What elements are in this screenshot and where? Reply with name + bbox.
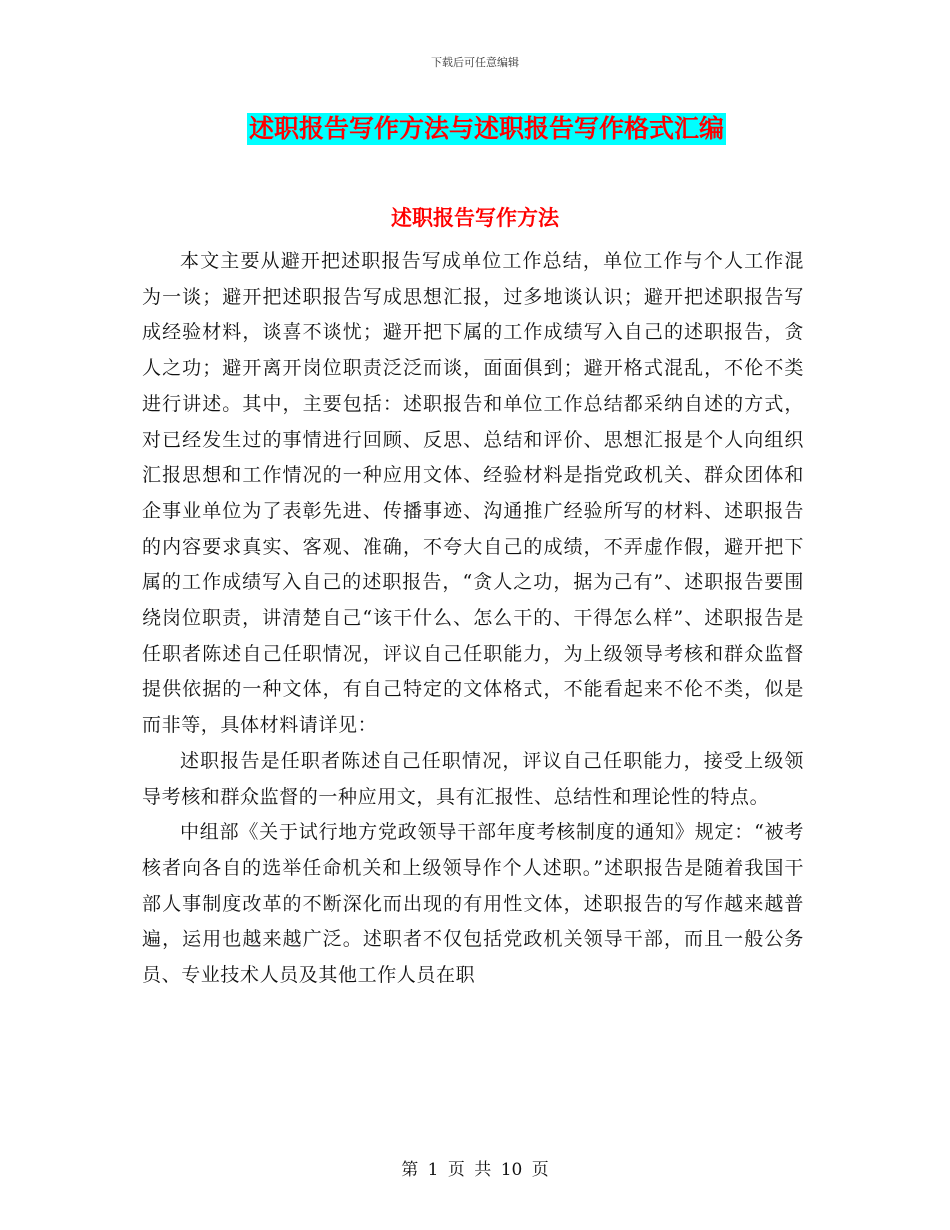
document-main-title: 述职报告写作方法与述职报告写作格式汇编 [249, 114, 725, 143]
section-title: 述职报告写作方法 [391, 205, 559, 230]
document-body [142, 244, 804, 994]
page-footer: 第 1 页 共 10 页 [401, 1160, 549, 1180]
paragraph-3: 中组部《关于试行地方党政领导干部年度考核制度的通知》规定：“被考核者向各自的选举任命机关和上级领导作个人述职。”述职报告是随着我国干部人事制度改革的不断深化而出现的有用性文体，述职报告的写作越来越普遍，运用也越来越广泛。述职者不仅包括党政机关领导干部，而且一般公务员、专业技术人员及其他工作人员在职 [142, 821, 804, 987]
header-note: 下载后可任意编辑 [431, 56, 519, 69]
paragraph-2: 述职报告是任职者陈述自己任职情况，评议自己任职能力，接受上级领导考核和群众监督的一种应用文，具有汇报性、总结性和理论性的特点。 [142, 749, 804, 808]
paragraph-1: 本文主要从避开把述职报告写成单位工作总结，单位工作与个人工作混为一谈；避开把述职报告写成思想汇报，过多地谈认识；避开把述职报告写成经验材料，谈喜不谈忧；避开把下属的工作成绩写入自己的述职报告，贪人之功；避开离开岗位职责泛泛而谈，面面俱到；避开格式混乱，不伦不类进行讲述。其中，主要包括：述职报告和单位工作总结都采纳自述的方式，对已经发生过的事情进行回顾、反思、总结和评价、思想汇报是个人向组织汇报思想和工作情况的一种应用文体、经验材料是指党政机关、群众团体和企事业单位为了表彰先进、传播事迹、沟通推广经验所写的材料、述职报告的内容要求真实、客观、准确，不夸大自己的成绩，不弄虚作假，避开把下属的工作成绩写入自己的述职报告，“贪人之功，据为己有”、述职报告要围绕岗位职责，讲清楚自己“该干什么、怎么干的、干得怎么样”、述职报告是任职者陈述自己任职情况，评议自己任职能力，为上级领导考核和群众监督提供依据的一种文体，有自己特定的文体格式，不能看起来不伦不类，似是而非等，具体材料请详见： [142, 250, 804, 737]
